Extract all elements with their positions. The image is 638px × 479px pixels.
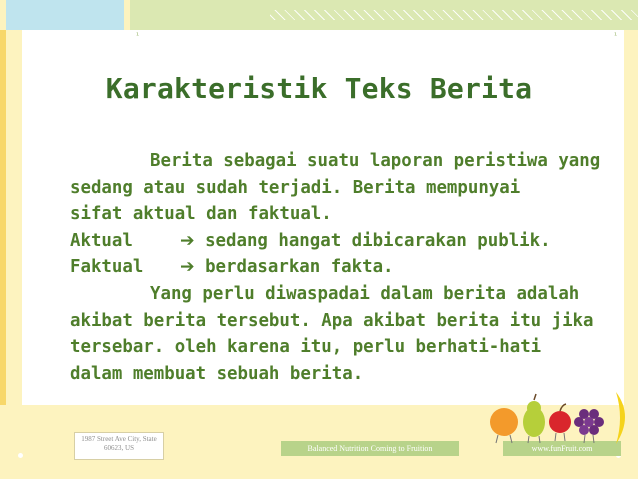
paragraph-line: tersebar. oleh karena itu, perlu berhati-hati [70,337,542,358]
definition-term: Aktual [70,230,133,251]
slide-body [70,148,615,387]
arrow-right-icon: ➔ [180,230,195,251]
arrow-right-icon: ➔ [180,257,195,278]
panel-corner-mark: ¹ [614,31,618,40]
pear-icon [523,394,545,443]
top-banner-blue-block [6,0,124,30]
banana-icon [616,392,625,444]
paragraph-line: Berita sebagai suatu laporan peristiwa yang [150,151,601,171]
zigzag-pattern [270,10,638,20]
definition-row-aktual [70,228,615,255]
top-banner-green-block [130,0,638,30]
grapes-icon [574,409,604,443]
footer-address: 1987 Street Ave City, State 60623, US [74,432,164,460]
footer-tagline: Balanced Nutrition Coming to Fruition [281,441,459,456]
definition-row-faktual [70,254,615,281]
definition-text: sedang hangat dibicarakan publik. [205,230,551,251]
paragraph-line: dalam membuat sebuah berita. [70,363,364,384]
paragraph-line: akibat berita tersebut. Apa akibat berita itu jika [70,310,594,331]
footer-dot [18,453,23,458]
definition-text: berdasarkan fakta. [205,257,394,278]
paragraph-line: sedang atau sudah terjadi. Berita mempunyai [70,177,521,198]
top-banner [0,0,638,30]
panel-corner-mark: ¹ [136,31,140,40]
footer-url-link[interactable]: www.funFruit.com [503,441,621,456]
paragraph-line: sifat aktual dan faktual. [70,204,332,225]
orange-icon [490,408,518,443]
fruit-illustration [484,388,634,446]
definition-term: Faktual [70,257,144,278]
slide-title: Karakteristik Teks Berita [105,72,533,105]
paragraph-line: Yang perlu diwaspadai dalam berita adalah [150,283,580,304]
apple-icon [549,404,571,441]
